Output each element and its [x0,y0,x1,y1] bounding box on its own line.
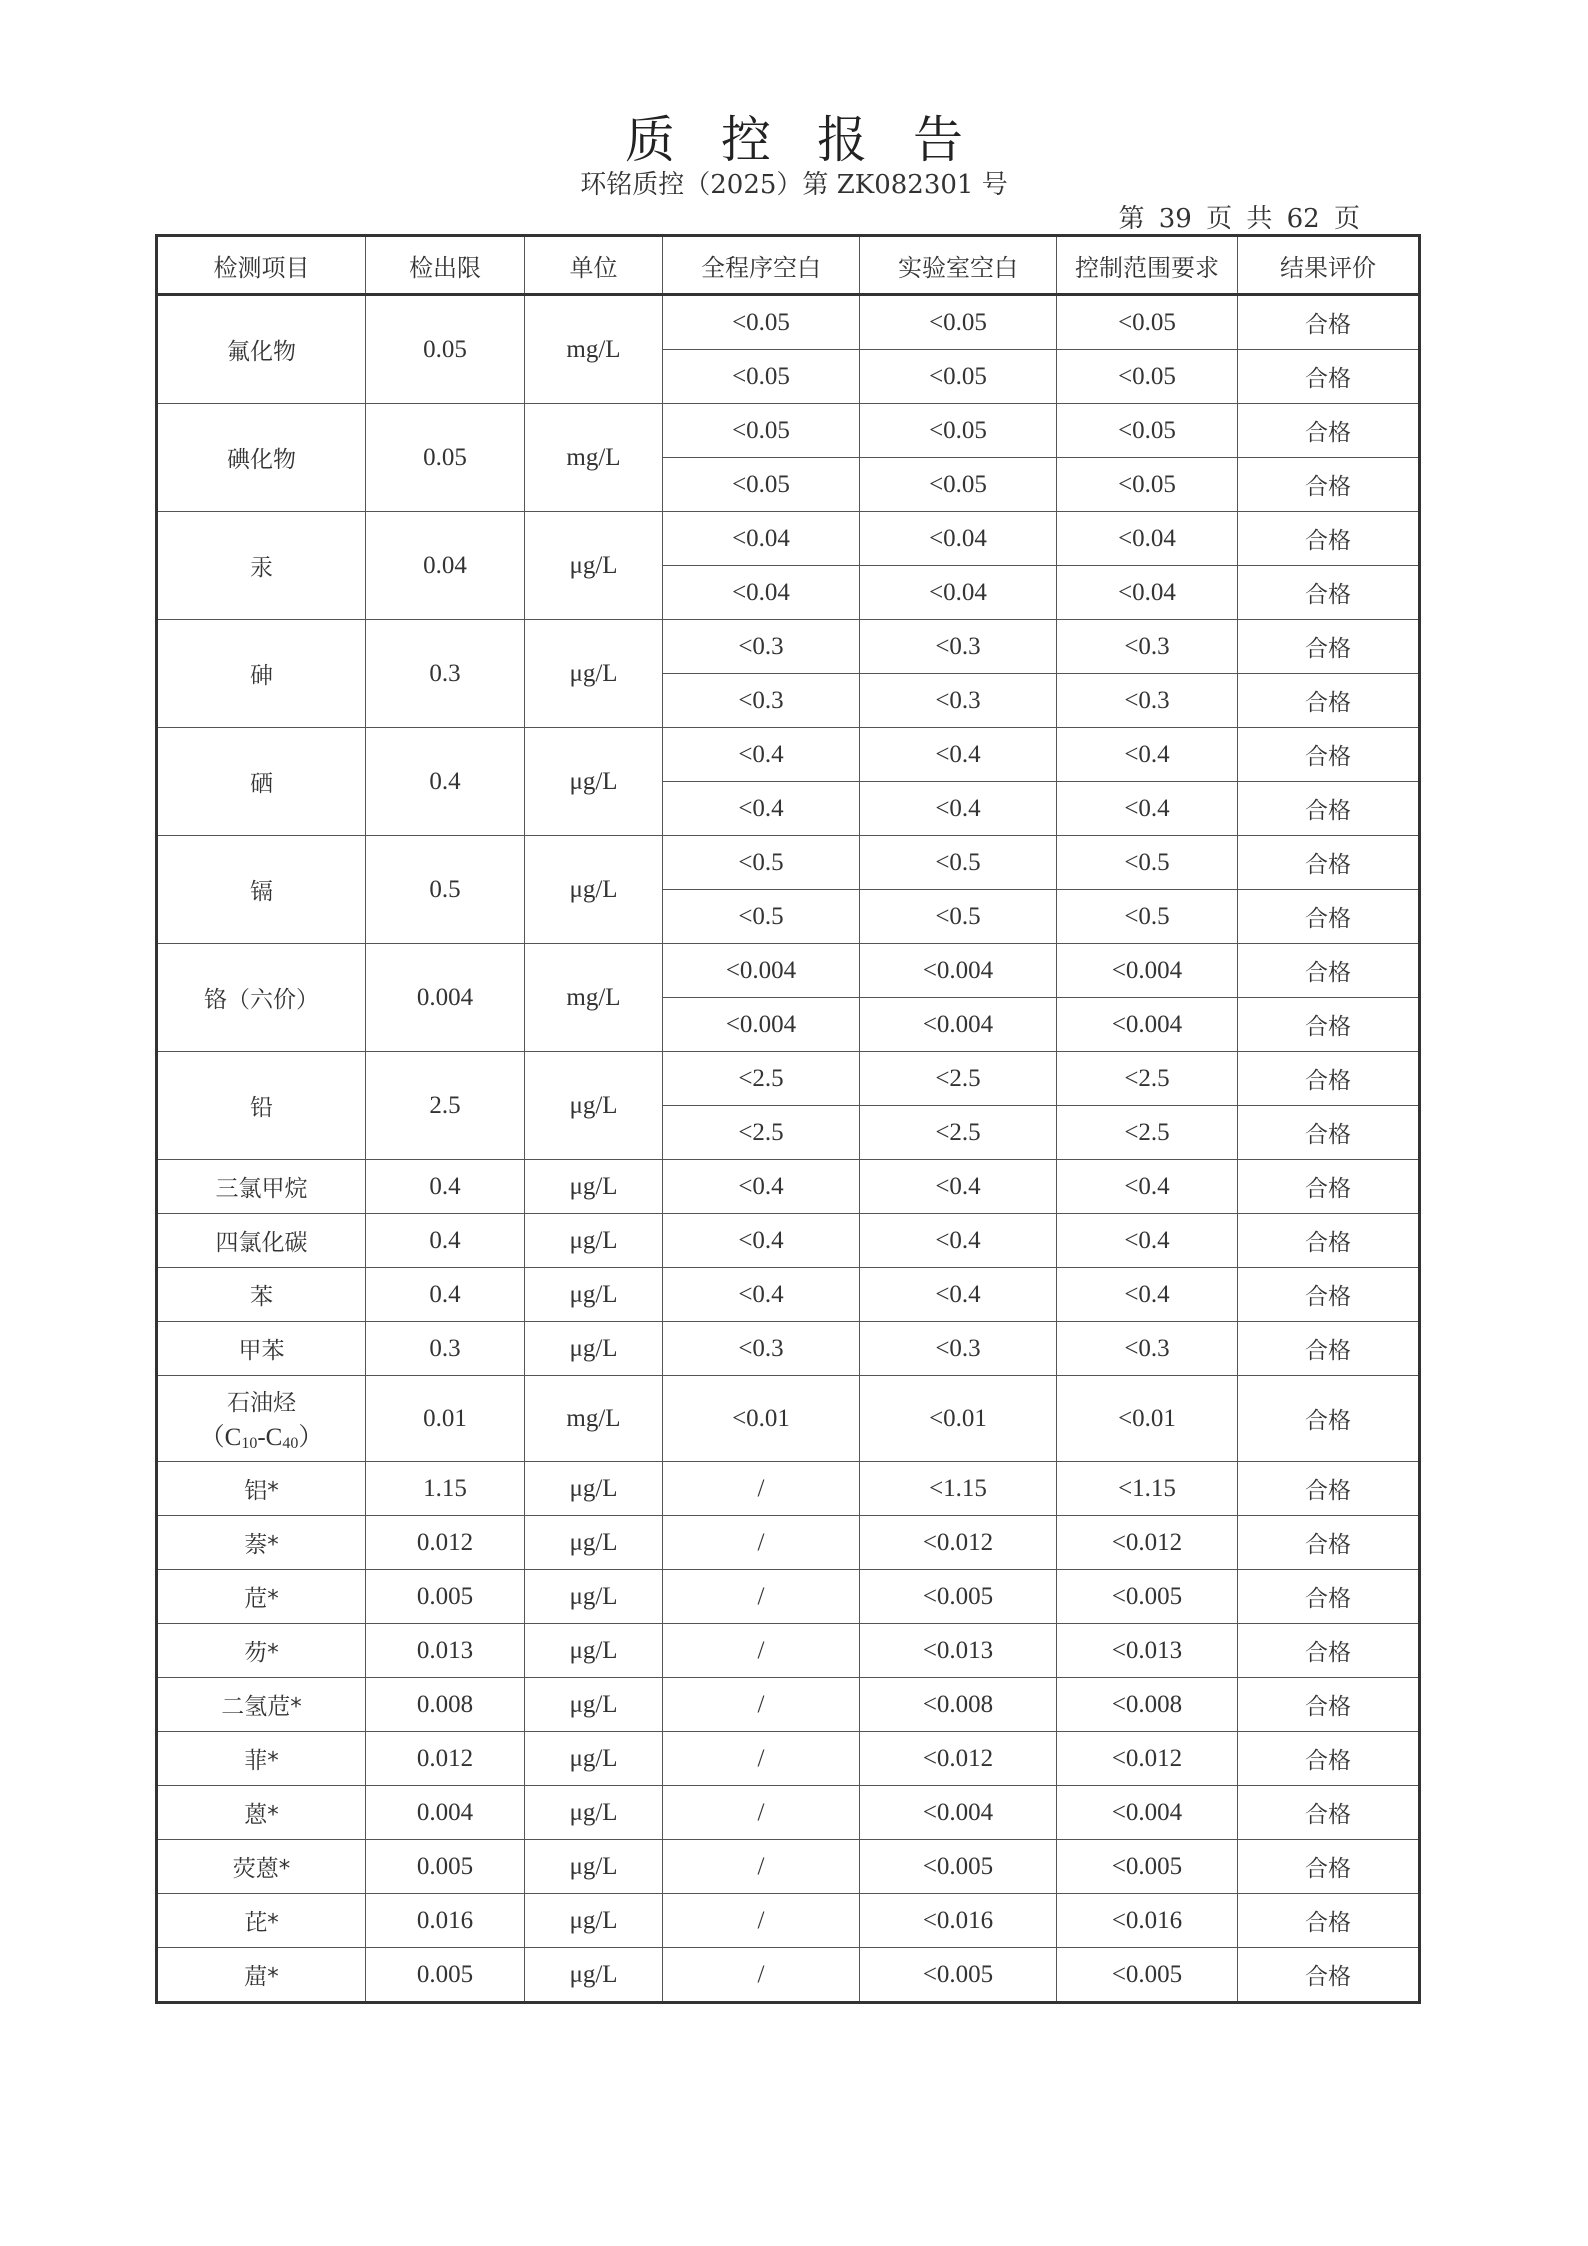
column-header: 控制范围要求 [1057,236,1238,295]
item-name: 铬（六价） [157,944,366,1052]
result: 合格 [1238,1840,1420,1894]
full-process-blank: <0.5 [663,836,860,890]
table-row [157,1570,1420,1624]
item-name: 芴* [157,1624,366,1678]
control-range: <0.013 [1057,1624,1238,1678]
table-row [157,1840,1420,1894]
result: 合格 [1238,890,1420,944]
item-name: 二氢苊* [157,1678,366,1732]
unit: μg/L [525,1732,663,1786]
result: 合格 [1238,1624,1420,1678]
table-row [157,944,1420,998]
lab-blank: <2.5 [860,1052,1057,1106]
full-process-blank: <0.5 [663,890,860,944]
detection-limit: 0.005 [366,1948,525,2003]
detection-limit: 1.15 [366,1462,525,1516]
result: 合格 [1238,295,1420,350]
carbon-range: ） [298,1424,324,1451]
unit: μg/L [525,1214,663,1268]
lab-blank: <0.4 [860,1160,1057,1214]
lab-blank: <0.3 [860,620,1057,674]
table-row [157,1268,1420,1322]
full-process-blank: / [663,1732,860,1786]
lab-blank: <0.004 [860,944,1057,998]
full-process-blank: <0.05 [663,404,860,458]
detection-limit: 2.5 [366,1052,525,1160]
control-range: <0.5 [1057,890,1238,944]
column-header: 结果评价 [1238,236,1420,295]
result: 合格 [1238,782,1420,836]
unit: mg/L [525,944,663,1052]
detection-limit: 0.4 [366,728,525,836]
lab-blank: <0.4 [860,782,1057,836]
control-range: <0.04 [1057,512,1238,566]
unit: μg/L [525,836,663,944]
unit: μg/L [525,1268,663,1322]
detection-limit: 0.4 [366,1268,525,1322]
detection-limit: 0.008 [366,1678,525,1732]
control-range: <0.4 [1057,1268,1238,1322]
detection-limit: 0.05 [366,295,525,404]
result: 合格 [1238,350,1420,404]
result: 合格 [1238,512,1420,566]
item-name: 萘* [157,1516,366,1570]
result: 合格 [1238,1322,1420,1376]
unit: μg/L [525,1462,663,1516]
unit: μg/L [525,1624,663,1678]
control-range: <0.004 [1057,1786,1238,1840]
item-name: 苯 [157,1268,366,1322]
detection-limit: 0.3 [366,1322,525,1376]
result: 合格 [1238,566,1420,620]
full-process-blank: <0.05 [663,458,860,512]
table-row [157,1624,1420,1678]
detection-limit: 0.005 [366,1840,525,1894]
table-row [157,1160,1420,1214]
result: 合格 [1238,998,1420,1052]
lab-blank: <0.05 [860,350,1057,404]
table-header-row [157,236,1420,295]
lab-blank: <0.5 [860,836,1057,890]
detection-limit: 0.012 [366,1732,525,1786]
control-range: <0.4 [1057,1160,1238,1214]
result: 合格 [1238,404,1420,458]
item-name: 苊* [157,1570,366,1624]
result: 合格 [1238,836,1420,890]
full-process-blank: <0.004 [663,998,860,1052]
item-name: 三氯甲烷 [157,1160,366,1214]
full-process-blank: <0.4 [663,1160,860,1214]
report-number: 环铭质控（2025）第 ZK082301 号 [580,170,1008,200]
unit: μg/L [525,728,663,836]
lab-blank: <0.013 [860,1624,1057,1678]
subscript: 10 [241,1435,258,1452]
item-name: 镉 [157,836,366,944]
lab-blank: <0.012 [860,1516,1057,1570]
control-range: <0.3 [1057,620,1238,674]
full-process-blank: <2.5 [663,1052,860,1106]
result: 合格 [1238,1214,1420,1268]
detection-limit: 0.005 [366,1570,525,1624]
control-range: <0.012 [1057,1732,1238,1786]
full-process-blank: <0.4 [663,782,860,836]
detection-limit: 0.05 [366,404,525,512]
unit: μg/L [525,512,663,620]
full-process-blank: <0.4 [663,728,860,782]
lab-blank: <0.4 [860,1268,1057,1322]
full-process-blank: / [663,1678,860,1732]
subscript: 40 [282,1435,299,1452]
table-row [157,1948,1420,2003]
result: 合格 [1238,620,1420,674]
result: 合格 [1238,1376,1420,1462]
full-process-blank: <0.05 [663,350,860,404]
lab-blank: <0.3 [860,1322,1057,1376]
unit: μg/L [525,1570,663,1624]
detection-limit: 0.04 [366,512,525,620]
item-name: 铝* [157,1462,366,1516]
control-range: <0.4 [1057,782,1238,836]
table-row [157,836,1420,890]
detection-limit: 0.5 [366,836,525,944]
result: 合格 [1238,1894,1420,1948]
item-name: 四氯化碳 [157,1214,366,1268]
full-process-blank: <0.04 [663,566,860,620]
unit: μg/L [525,1948,663,2003]
result: 合格 [1238,728,1420,782]
control-range: <0.05 [1057,458,1238,512]
control-range: <0.005 [1057,1948,1238,2003]
unit: mg/L [525,404,663,512]
column-header: 单位 [525,236,663,295]
table-row [157,1894,1420,1948]
control-range: <0.04 [1057,566,1238,620]
lab-blank: <0.016 [860,1894,1057,1948]
item-name: 铅 [157,1052,366,1160]
control-range: <1.15 [1057,1462,1238,1516]
full-process-blank: / [663,1894,860,1948]
lab-blank: <1.15 [860,1462,1057,1516]
item-name: 砷 [157,620,366,728]
full-process-blank: / [663,1462,860,1516]
full-process-blank: / [663,1786,860,1840]
full-process-blank: <0.01 [663,1376,860,1462]
item-name: 甲苯 [157,1322,366,1376]
table-row [157,1516,1420,1570]
full-process-blank: <2.5 [663,1106,860,1160]
unit: μg/L [525,1322,663,1376]
result: 合格 [1238,458,1420,512]
item-name: 汞 [157,512,366,620]
unit: μg/L [525,1516,663,1570]
result: 合格 [1238,1462,1420,1516]
item-name: 氟化物 [157,295,366,404]
column-header: 检测项目 [157,236,366,295]
lab-blank: <0.004 [860,1786,1057,1840]
item-name: 菲* [157,1732,366,1786]
table-row [157,1462,1420,1516]
detection-limit: 0.4 [366,1160,525,1214]
column-header: 检出限 [366,236,525,295]
page-info: 第 39 页 共 62 页 [1118,204,1360,234]
result: 合格 [1238,1732,1420,1786]
lab-blank: <0.005 [860,1840,1057,1894]
column-header: 全程序空白 [663,236,860,295]
carbon-range: （C [199,1424,242,1451]
table-row [157,1052,1420,1106]
table-row [157,295,1420,350]
item-name: 硒 [157,728,366,836]
detection-limit: 0.4 [366,1214,525,1268]
item-name-line1: 石油烃 [227,1390,296,1416]
table-row [157,1732,1420,1786]
control-range: <0.005 [1057,1840,1238,1894]
full-process-blank: / [663,1570,860,1624]
unit: μg/L [525,1052,663,1160]
full-process-blank: <0.3 [663,674,860,728]
lab-blank: <0.05 [860,404,1057,458]
item-name: 芘* [157,1894,366,1948]
report-title: 质控报告 [625,111,1009,169]
lab-blank: <0.004 [860,998,1057,1052]
result: 合格 [1238,1516,1420,1570]
lab-blank: <0.012 [860,1732,1057,1786]
full-process-blank: <0.004 [663,944,860,998]
lab-blank: <0.3 [860,674,1057,728]
detection-limit: 0.013 [366,1624,525,1678]
carbon-range: -C [257,1424,283,1451]
control-range: <2.5 [1057,1052,1238,1106]
full-process-blank: <0.4 [663,1268,860,1322]
lab-blank: <0.04 [860,512,1057,566]
table-row [157,1678,1420,1732]
detection-limit: 0.01 [366,1376,525,1462]
full-process-blank: <0.3 [663,1322,860,1376]
table-row [157,620,1420,674]
result: 合格 [1238,1948,1420,2003]
full-process-blank: <0.05 [663,295,860,350]
lab-blank: <0.04 [860,566,1057,620]
table-row [157,1214,1420,1268]
result: 合格 [1238,1786,1420,1840]
unit: μg/L [525,1786,663,1840]
item-name: 蒽* [157,1786,366,1840]
lab-blank: <0.05 [860,458,1057,512]
lab-blank: <0.005 [860,1948,1057,2003]
unit: μg/L [525,1678,663,1732]
full-process-blank: / [663,1948,860,2003]
result: 合格 [1238,1268,1420,1322]
lab-blank: <2.5 [860,1106,1057,1160]
full-process-blank: <0.04 [663,512,860,566]
table-row [157,404,1420,458]
full-process-blank: <0.3 [663,620,860,674]
control-range: <0.005 [1057,1570,1238,1624]
control-range: <0.4 [1057,728,1238,782]
control-range: <0.5 [1057,836,1238,890]
full-process-blank: / [663,1840,860,1894]
control-range: <0.016 [1057,1894,1238,1948]
result: 合格 [1238,1160,1420,1214]
control-range: <0.4 [1057,1214,1238,1268]
lab-blank: <0.008 [860,1678,1057,1732]
item-name: 荧蒽* [157,1840,366,1894]
result: 合格 [1238,1570,1420,1624]
result: 合格 [1238,1678,1420,1732]
detection-limit: 0.012 [366,1516,525,1570]
lab-blank: <0.005 [860,1570,1057,1624]
control-range: <0.012 [1057,1516,1238,1570]
item-name: 䓛* [157,1948,366,2003]
result: 合格 [1238,1106,1420,1160]
detection-limit: 0.016 [366,1894,525,1948]
result: 合格 [1238,944,1420,998]
control-range: <0.3 [1057,674,1238,728]
item-name: 碘化物 [157,404,366,512]
control-range: <0.004 [1057,998,1238,1052]
table-row [157,728,1420,782]
table-row [157,512,1420,566]
detection-limit: 0.3 [366,620,525,728]
control-range: <0.008 [1057,1678,1238,1732]
unit: μg/L [525,620,663,728]
lab-blank: <0.01 [860,1376,1057,1462]
control-range: <0.01 [1057,1376,1238,1462]
lab-blank: <0.4 [860,1214,1057,1268]
full-process-blank: / [663,1516,860,1570]
detection-limit: 0.004 [366,1786,525,1840]
control-range: <0.05 [1057,350,1238,404]
unit: mg/L [525,295,663,404]
unit: μg/L [525,1894,663,1948]
item-name [157,1376,366,1462]
lab-blank: <0.05 [860,295,1057,350]
unit: μg/L [525,1160,663,1214]
detection-limit: 0.004 [366,944,525,1052]
lab-blank: <0.4 [860,728,1057,782]
table-row [157,1322,1420,1376]
control-range: <0.004 [1057,944,1238,998]
qc-results-table [155,234,1421,2004]
control-range: <0.05 [1057,295,1238,350]
table-row [157,1786,1420,1840]
column-header: 实验室空白 [860,236,1057,295]
full-process-blank: / [663,1624,860,1678]
lab-blank: <0.5 [860,890,1057,944]
control-range: <2.5 [1057,1106,1238,1160]
result: 合格 [1238,674,1420,728]
table-row [157,1376,1420,1462]
unit: mg/L [525,1376,663,1462]
full-process-blank: <0.4 [663,1214,860,1268]
control-range: <0.05 [1057,404,1238,458]
control-range: <0.3 [1057,1322,1238,1376]
result: 合格 [1238,1052,1420,1106]
unit: μg/L [525,1840,663,1894]
